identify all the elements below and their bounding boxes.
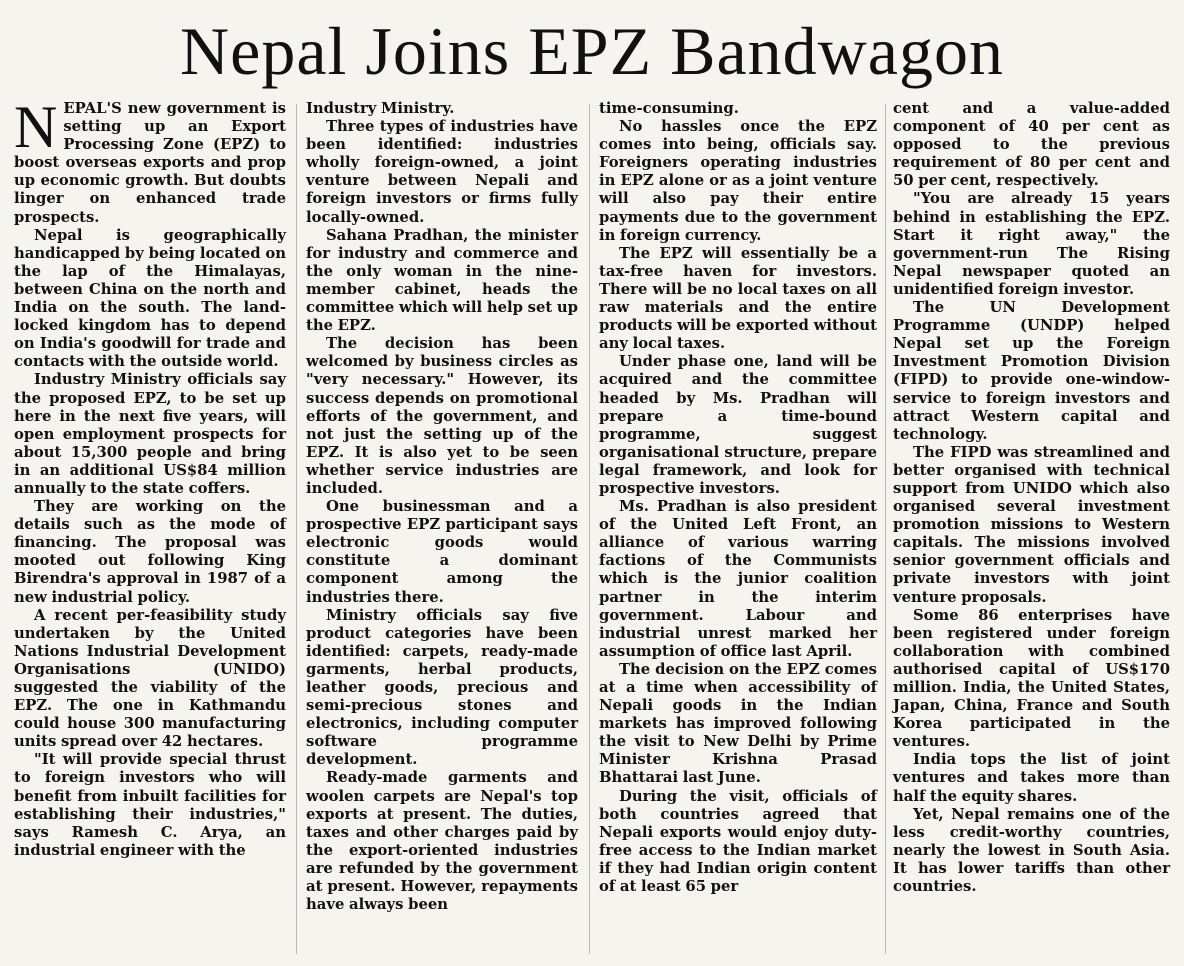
paragraph: Ms. Pradhan is also president of the United Left Front, an alliance of various warring factions of the Communists which is the junior coalition partner in the interim government. Labour and industrial unrest marked her assumption of office last April.: [599, 498, 877, 660]
column-divider: [885, 104, 886, 954]
drop-cap: N: [14, 94, 58, 160]
paragraph: No hassles once the EPZ comes into being, officials say. Foreigners operating industries in EPZ alone or as a joint venture will also pay their entire payments due to the government in foreign currency.: [599, 118, 877, 244]
paragraph: A recent per-feasibility study undertaken by the United Nations Industrial Development Organisations (UNIDO) suggested the viability of the EPZ. The one in Kathmandu could house 300 manufacturing units spread over 42 hectares.: [14, 606, 286, 751]
paragraph: The FIPD was streamlined and better organised with technical support from UNIDO which also organised several investment promotion missions to Western capitals. The missions involved senior government officials and private investors with joint venture proposals.: [893, 443, 1170, 606]
lead-paragraph: NEPAL'S new government is setting up an Export Processing Zone (EPZ) to boost overseas exports and prop up economic growth. But doubts linger on enhanced trade prospects.: [14, 94, 286, 226]
paragraph: Nepal is geographically handicapped by being located on the lap of the Himalayas, between China on the north and India on the south. The land-locked kingdom has to depend on India's goodwill for trade and contacts with the outside world.: [14, 226, 286, 371]
article-column-3: [599, 100, 877, 896]
paragraph: Some 86 enterprises have been registered under foreign collaboration with combined authorised capital of US$170 million. India, the United States, Japan, China, France and South Korea participated in the ventures.: [893, 606, 1170, 751]
paragraph: Sahana Pradhan, the minister for industry and commerce and the only woman in the nine-member cabinet, heads the committee which will help set up the EPZ.: [306, 226, 578, 335]
paragraph: They are working on the details such as the mode of financing. The proposal was mooted out following King Birendra's approval in 1987 of a new industrial policy.: [14, 498, 286, 606]
continued-paragraph: time-consuming.: [599, 100, 739, 117]
paragraph: The EPZ will essentially be a tax-free haven for investors. There will be no local taxes on all raw materials and the entire products will be exported without any local taxes.: [599, 244, 877, 353]
column-divider: [296, 104, 297, 954]
article-column-4: [893, 100, 1170, 896]
article-column-1: [14, 94, 286, 860]
continued-paragraph: Industry Ministry.: [306, 100, 455, 117]
paragraph: Under phase one, land will be acquired and the committee headed by Ms. Pradhan will prepare a time-bound programme, suggest organisational structure, prepare legal framework, and look for prospective investors.: [599, 353, 877, 497]
paragraph: Yet, Nepal remains one of the less credit-worthy countries, nearly the lowest in South Asia. It has lower tariffs than other countries.: [893, 805, 1170, 896]
continued-paragraph: cent and a value-added component of 40 per cent as opposed to the previous requirement of 80 per cent and 50 per cent, respectively.: [893, 100, 1170, 190]
paragraph: The decision on the EPZ comes at a time when accessibility of Nepali goods in the Indian markets has improved following the visit to New Delhi by Prime Minister Krishna Prasad Bhattarai last June.: [599, 660, 877, 787]
headline: Nepal Joins EPZ Bandwagon: [180, 13, 1004, 89]
paragraph: Ready-made garments and woolen carpets are Nepal's top exports at present. The duties, taxes and other charges paid by the export-oriented industries are refunded by the government at present. However, repayments have always been: [306, 769, 578, 914]
paragraph: Three types of industries have been identified: industries wholly foreign-owned, a joint venture between Nepali and foreign investors or firms fully locally-owned.: [306, 118, 578, 226]
paragraph: India tops the list of joint ventures and takes more than half the equity shares.: [893, 751, 1170, 805]
paragraph: Industry Ministry officials say the proposed EPZ, to be set up here in the next five years, will open employment prospects for about 15,300 people and bring in an additional US$84 million annually to the state coffers.: [14, 371, 286, 497]
paragraph: One businessman and a prospective EPZ participant says electronic goods would constitute a dominant component among the industries there.: [306, 498, 578, 606]
article-column-2: [306, 100, 578, 914]
column-divider: [589, 104, 590, 954]
paragraph: Ministry officials say five product categories have been identified: carpets, ready-made garments, herbal products, leather goods, precious and semi-precious stones and electronics, including computer software programme development.: [306, 606, 578, 769]
paragraph: During the visit, officials of both countries agreed that Nepali exports would enjoy duty-free access to the Indian market if they had Indian origin content of at least 65 per: [599, 787, 877, 896]
paragraph: The UN Development Programme (UNDP) helped Nepal set up the Foreign Investment Promotion Division (FIPD) to provide one-window-service to foreign investors and attract Western capital and technology.: [893, 299, 1170, 443]
paragraph: The decision has been welcomed by business circles as "very necessary." However, its success depends on promotional efforts of the government, and not just the setting up of the EPZ. It is also yet to be seen whether service industries are included.: [306, 335, 578, 497]
paragraph: "It will provide special thrust to foreign investors who will benefit from inbuilt facilities for establishing their industries," says Ramesh C. Arya, an industrial engineer with the: [14, 751, 286, 859]
paragraph: "You are already 15 years behind in establishing the EPZ. Start it right away," the government-run The Rising Nepal newspaper quoted an unidentified foreign investor.: [893, 190, 1170, 298]
